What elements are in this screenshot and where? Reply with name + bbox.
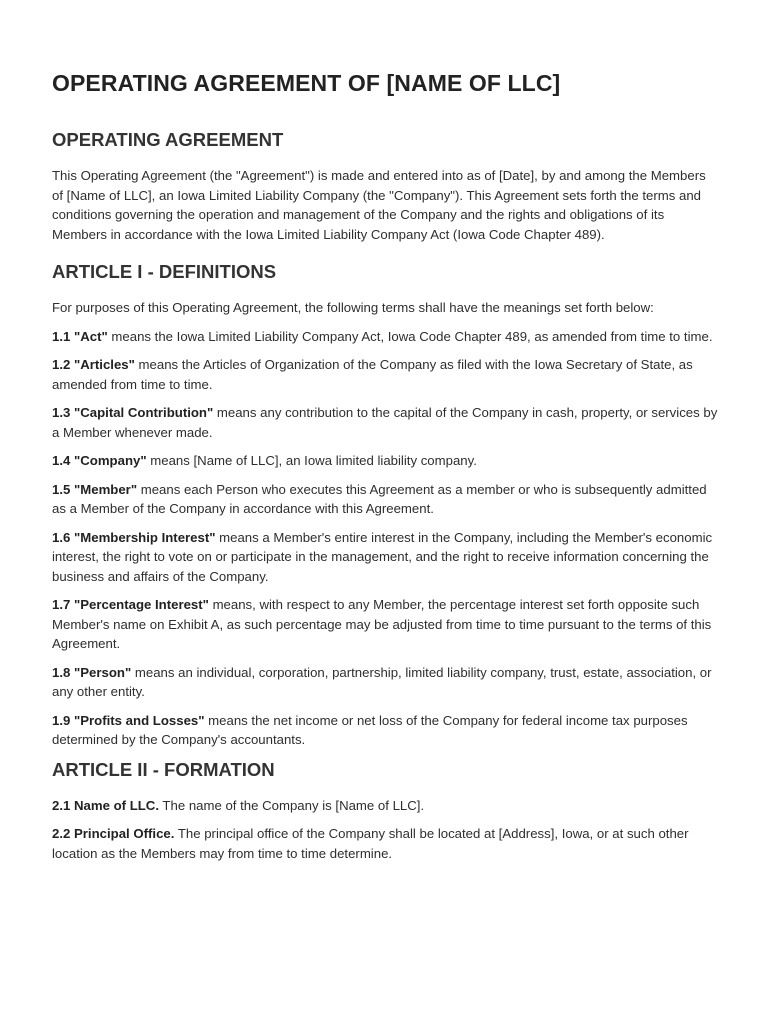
definition-text: means the Iowa Limited Liability Company Act, Iowa Code Chapter 489, as amended from time to time. (107, 328, 713, 344)
definition-text: means the net income or net loss of the Company for federal income tax purposes determined by the Company's accountants. (52, 712, 688, 747)
article-1-intro: For purposes of this Operating Agreement, the following terms shall have the meanings set forth below: (52, 300, 654, 315)
definition-text: means any contribution to the capital of the Company in cash, property, or services by a Member whenever made. (52, 405, 718, 440)
definition-1-9 (52, 711, 720, 750)
definition-text: means an individual, corporation, partnership, limited liability company, trust, estate, association, or any other entity. (52, 664, 712, 699)
definition-1-6 (52, 528, 720, 587)
definition-term: 1.2 "Articles" (52, 357, 135, 372)
definition-1-7 (52, 595, 720, 654)
definition-1-5 (52, 480, 720, 519)
definition-1-4 (52, 451, 720, 471)
definition-term: 1.3 "Capital Contribution" (52, 405, 214, 420)
definition-term: 1.5 "Member" (52, 481, 138, 497)
definition-term: 1.6 "Membership Interest" (52, 529, 216, 545)
definition-1-2 (52, 355, 720, 394)
section-2-2 (52, 824, 720, 863)
section-2-1 (52, 796, 720, 816)
definition-text: means a Member's entire interest in the Company, including the Member's economic interest, the right to vote on or participate in the management, and the right to receive information concerning the business and affairs of the Company. (52, 529, 713, 584)
definition-1-1 (52, 327, 720, 347)
definition-term: 1.7 "Percentage Interest" (52, 597, 209, 612)
agreement-intro: This Operating Agreement (the "Agreement") is made and entered into as of [Date], by and among the Members of [Name of LLC], an Iowa Limited Liability Company (the "Company"). This Agreement sets forth the terms and conditions governing the operation and management of the Company and the rights and obligations of its Members in accordance with the Iowa Limited Liability Company Act (Iowa Code Chapter 489). (52, 168, 706, 242)
definition-text: means each Person who executes this Agreement as a member or who is subsequently admitted as a Member of the Company in accordance with this Agreement. (52, 481, 707, 516)
section-text: The name of the Company is [Name of LLC]. (159, 797, 425, 813)
document-title: OPERATING AGREEMENT OF [NAME OF LLC] (52, 70, 561, 96)
agreement-heading: OPERATING AGREEMENT (52, 129, 284, 150)
document-body (52, 70, 720, 872)
section-term: 2.1 Name of LLC. (52, 797, 159, 813)
definition-text: means [Name of LLC], an Iowa limited liability company. (146, 453, 477, 468)
definition-text: means, with respect to any Member, the percentage interest set forth opposite such Member's name on Exhibit A, as such percentage may be adjusted from time to time pursuant to the terms of this Agreement. (52, 597, 712, 651)
definition-text: means the Articles of Organization of the Company as filed with the Iowa Secretary of State, as amended from time to time. (52, 357, 693, 392)
definition-term: 1.9 "Profits and Losses" (52, 712, 205, 728)
article-1-title: ARTICLE I - DEFINITIONS (52, 261, 277, 282)
section-term: 2.2 Principal Office. (52, 826, 175, 841)
definition-term: 1.1 "Act" (52, 328, 108, 344)
section-text: The principal office of the Company shall be located at [Address], Iowa, or at such other location as the Members may from time to time determine. (52, 826, 689, 861)
article-2-title: ARTICLE II - FORMATION (52, 758, 275, 780)
definition-1-3 (52, 403, 720, 442)
definition-term: 1.8 "Person" (52, 664, 132, 680)
definition-1-8 (52, 663, 720, 702)
definition-term: 1.4 "Company" (52, 453, 147, 468)
